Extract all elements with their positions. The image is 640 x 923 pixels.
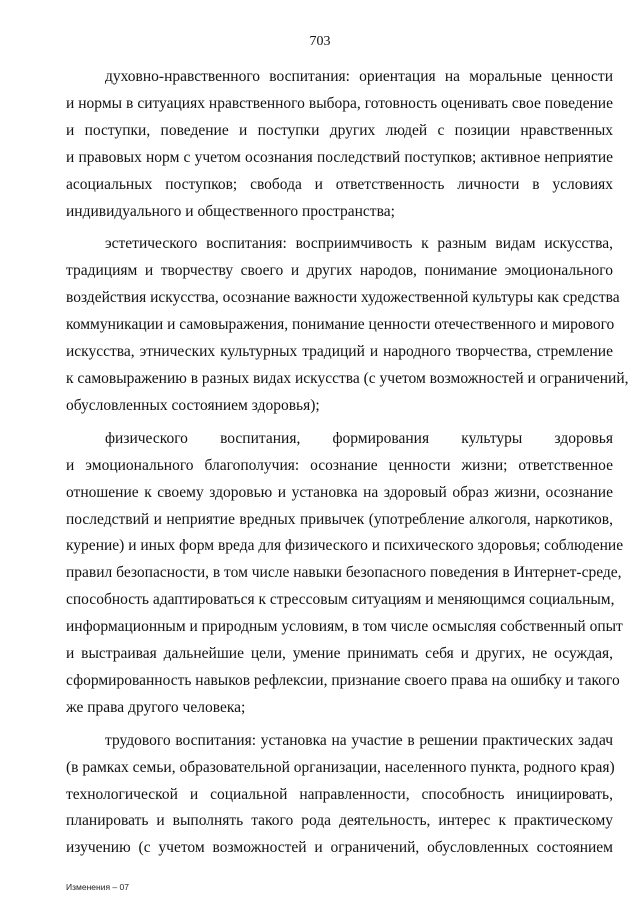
- text-line: традициям и творчеству своего и других народов, понимание эмоционального: [66, 262, 613, 280]
- paragraph: [66, 728, 613, 863]
- text-line: отношение к своему здоровью и установка на здоровый образ жизни, осознание: [66, 483, 613, 501]
- text-line: курение) и иных форм вреда для физического и психического здоровья; соблюдение: [66, 537, 624, 555]
- text-line: трудового воспитания: установка на участие в решении практических задач: [105, 731, 613, 749]
- text-line: планировать и выполнять такого рода деятельность, интерес к практическому: [66, 812, 613, 830]
- text-line: и поступки, поведение и поступки других людей с позиции нравственных: [66, 121, 613, 139]
- text-line: и нормы в ситуациях нравственного выбора, готовность оценивать свое поведение: [66, 94, 613, 112]
- text-line: и правовых норм с учетом осознания последствий поступков; активное неприятие: [66, 148, 613, 166]
- text-line: последствий и неприятие вредных привычек (употребление алкоголя, наркотиков,: [66, 510, 613, 528]
- text-line: сформированность навыков рефлексии, признание своего права на ошибку и такого: [66, 671, 620, 689]
- page-number: 703: [309, 34, 331, 49]
- text-line: обусловленных состоянием здоровья);: [66, 396, 320, 414]
- text-line: и выстраивая дальнейшие цели, умение принимать себя и других, не осуждая,: [66, 645, 613, 663]
- document-body: [66, 64, 629, 868]
- text-line: индивидуального и общественного пространства;: [66, 202, 395, 220]
- text-line: к самовыражению в разных видах искусства (с учетом возможностей и ограничений,: [66, 369, 629, 387]
- text-line: правил безопасности, в том числе навыки безопасного поведения в Интернет-среде,: [66, 564, 622, 582]
- text-line: технологической и социальной направленности, способность инициировать,: [66, 785, 613, 803]
- paragraph: [66, 231, 629, 419]
- text-line: искусства, этнических культурных традиций и народного творчества, стремление: [66, 343, 613, 361]
- text-line: информационным и природным условиям, в том числе осмысляя собственный опыт: [66, 618, 623, 636]
- text-line: духовно-нравственного воспитания: ориентация на моральные ценности: [105, 68, 613, 85]
- text-line: воздействия искусства, осознание важности художественной культуры как средства: [66, 289, 620, 307]
- footer-revision-note: Изменения – 07: [66, 882, 129, 892]
- text-line: (в рамках семьи, образовательной организации, населенного пункта, родного края): [66, 758, 615, 776]
- text-line: изучению (с учетом возможностей и ограничений, обусловленных состоянием: [66, 839, 613, 857]
- paragraph: [66, 64, 613, 225]
- paragraph: [66, 426, 624, 722]
- text-line: эстетического воспитания: восприимчивость к разным видам искусства,: [105, 235, 613, 253]
- text-line: коммуникации и самовыражения, понимание ценности отечественного и мирового: [66, 316, 615, 334]
- text-line: способность адаптироваться к стрессовым ситуациям и меняющимся социальным,: [66, 591, 615, 609]
- text-line: физического воспитания, формирования культуры здоровья: [105, 429, 613, 447]
- text-line: же права другого человека;: [66, 698, 246, 716]
- text-line: и эмоционального благополучия: осознание ценности жизни; ответственное: [66, 456, 613, 474]
- text-line: асоциальных поступков; свобода и ответственность личности в условиях: [66, 175, 613, 193]
